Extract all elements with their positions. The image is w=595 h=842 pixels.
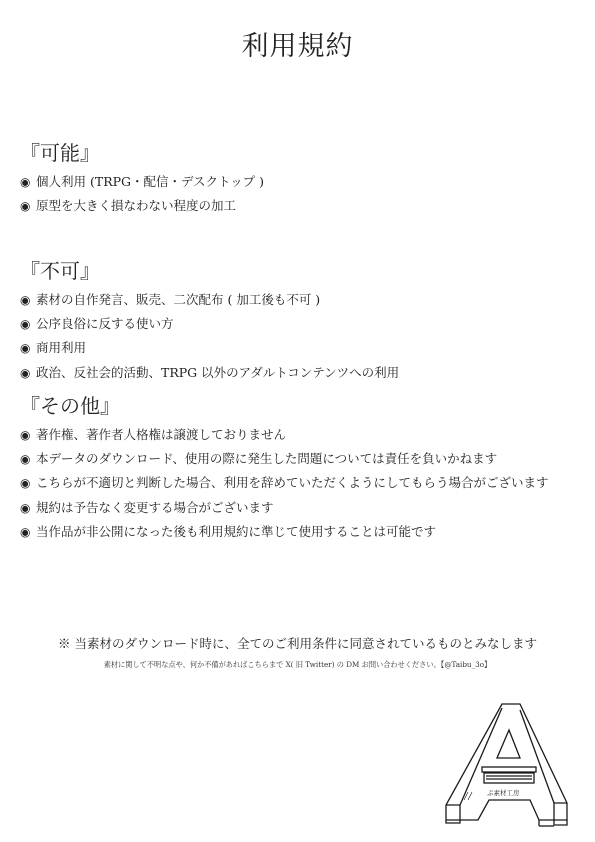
bullet-icon: ◉ — [20, 199, 31, 214]
download-notice: ※ 当素材のダウンロード時に、全てのご利用条件に同意されているものとみなします — [58, 636, 537, 651]
logo-label: ぷ素材工房 — [487, 789, 520, 797]
section-heading: 『不可』 — [20, 259, 100, 283]
list-item-text: 個人利用 (TRPG・配信・デスクトップ ) — [36, 174, 264, 189]
contact-info: 素材に関して不明な点や、何か不備があればこちらまで X( 旧 Twitter) の DM お問い合わせください。【@Taibu_3o】 — [103, 660, 492, 669]
list-item-text: 本データのダウンロード、使用の際に発生した問題については責任を負いかねます — [36, 451, 498, 467]
list-item — [20, 170, 585, 194]
section-heading: 『その他』 — [20, 394, 120, 418]
list-item-text: 素材の自作発言、販売、二次配布 ( 加工後も不可 ) — [36, 292, 321, 307]
list-item — [20, 194, 585, 218]
list-item — [20, 336, 585, 360]
page-title: 利用規約 — [241, 31, 354, 62]
bullet-icon: ◉ — [20, 524, 31, 539]
section-forbidden — [20, 258, 585, 385]
bullet-icon: ◉ — [20, 317, 31, 332]
list-item-text: 政治、反社会的活動、TRPG 以外のアダルトコンテンツへの利用 — [36, 364, 400, 380]
list-item-text: 規約は予告なく変更する場合がございます — [36, 499, 274, 515]
section-heading: 『可能』 — [20, 141, 100, 165]
list-item — [20, 496, 585, 520]
list-item — [20, 312, 585, 336]
list-item-text: 公序良俗に反する使い方 — [36, 316, 174, 332]
section-possible — [20, 140, 585, 218]
list-item-text: 当作品が非公開になった後も利用規約に準じて使用することは可能です — [36, 523, 437, 539]
bullet-icon: ◉ — [20, 476, 31, 491]
letter-a-logo-icon — [442, 700, 575, 830]
list-item-text: 商用利用 — [36, 340, 87, 356]
list-item — [20, 520, 585, 544]
list-item — [20, 447, 585, 471]
bullet-icon: ◉ — [20, 293, 31, 307]
list-item — [20, 423, 585, 447]
bullet-icon: ◉ — [20, 341, 31, 356]
section-other — [20, 393, 585, 544]
bullet-icon: ◉ — [20, 452, 31, 467]
bullet-icon: ◉ — [20, 175, 31, 189]
bullet-icon: ◉ — [20, 500, 31, 515]
list-item-text: 著作権、著作者人格権は譲渡しておりません — [36, 427, 287, 442]
list-item — [20, 361, 585, 385]
bullet-icon: ◉ — [20, 365, 31, 380]
bullet-icon: ◉ — [20, 428, 31, 442]
list-item-text: 原型を大きく損なわない程度の加工 — [36, 198, 237, 214]
list-item — [20, 288, 585, 312]
list-item-text: こちらが不適切と判断した場合、利用を辞めていただくようにしてもらう場合がございます — [36, 475, 549, 491]
list-item — [20, 471, 585, 495]
